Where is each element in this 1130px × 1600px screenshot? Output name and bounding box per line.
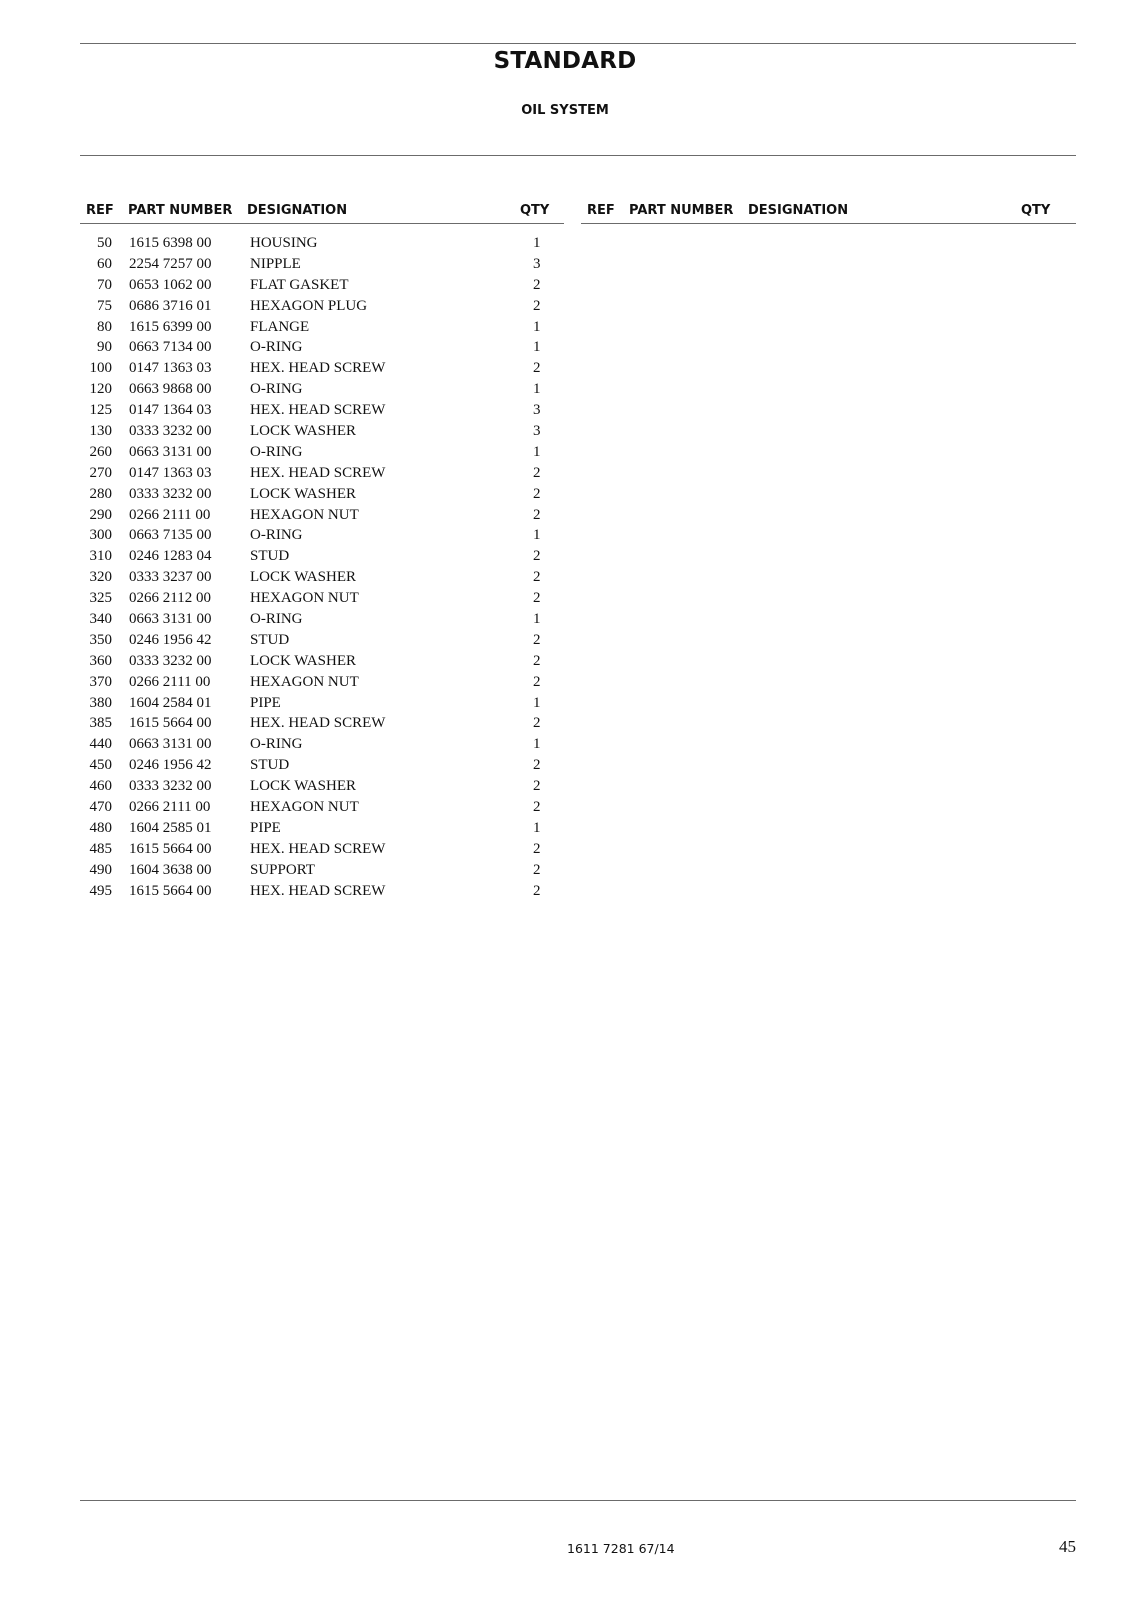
cell-ref: 50 (97, 235, 112, 251)
cell-qty: 1 (533, 611, 541, 628)
cell-qty: 2 (533, 778, 541, 795)
cell-part-number: 1615 5664 00 (129, 882, 212, 899)
cell-designation: HEXAGON NUT (250, 673, 359, 690)
cell-qty: 2 (533, 297, 541, 314)
cell-part-number: 1615 5664 00 (129, 840, 212, 857)
cell-ref: 125 (89, 402, 112, 419)
table-row (80, 465, 564, 486)
table-row (80, 569, 564, 590)
col-header-ref: REF (587, 203, 615, 218)
cell-ref: 340 (89, 611, 112, 628)
cell-part-number: 1604 2585 01 (129, 819, 212, 836)
table-row (80, 820, 564, 841)
cell-designation: LOCK WASHER (250, 652, 356, 669)
cell-qty: 2 (533, 548, 541, 565)
cell-qty: 1 (533, 736, 541, 753)
table-row (80, 319, 564, 340)
table-row (80, 339, 564, 360)
col-header-part-number: PART NUMBER (128, 203, 233, 218)
table-row (80, 653, 564, 674)
table-row (80, 778, 564, 799)
cell-part-number: 0663 9868 00 (129, 381, 212, 398)
cell-designation: HEXAGON NUT (250, 506, 359, 523)
cell-designation: SUPPORT (250, 861, 315, 878)
cell-part-number: 0663 3131 00 (129, 736, 212, 753)
cell-part-number: 1615 5664 00 (129, 715, 212, 732)
top-rule (80, 43, 1076, 44)
cell-ref: 310 (89, 548, 112, 565)
table-row (80, 883, 564, 904)
cell-ref: 300 (89, 527, 112, 544)
table-header (80, 203, 564, 224)
cell-ref: 470 (89, 799, 112, 816)
cell-qty: 3 (533, 402, 541, 419)
cell-ref: 385 (89, 715, 112, 732)
cell-qty: 1 (533, 443, 541, 460)
cell-ref: 460 (89, 778, 112, 795)
table-row (80, 360, 564, 381)
cell-part-number: 0333 3232 00 (129, 652, 212, 669)
cell-part-number: 0333 3237 00 (129, 569, 212, 586)
cell-ref: 495 (89, 882, 112, 899)
header-bottom-rule (80, 155, 1076, 156)
cell-ref: 370 (89, 673, 112, 690)
cell-ref: 450 (89, 757, 112, 774)
cell-ref: 60 (97, 255, 112, 272)
cell-designation: O-RING (250, 339, 303, 356)
cell-designation: HEX. HEAD SCREW (250, 840, 386, 857)
table-row (80, 841, 564, 862)
cell-part-number: 1615 6399 00 (129, 318, 212, 335)
cell-designation: LOCK WASHER (250, 485, 356, 502)
table-row (80, 548, 564, 569)
cell-qty: 2 (533, 569, 541, 586)
cell-part-number: 0147 1364 03 (129, 402, 212, 419)
cell-designation: STUD (250, 631, 290, 648)
cell-designation: HOUSING (250, 235, 318, 251)
cell-part-number: 0663 7134 00 (129, 339, 212, 356)
cell-ref: 360 (89, 652, 112, 669)
cell-qty: 2 (533, 360, 541, 377)
cell-ref: 350 (89, 631, 112, 648)
cell-part-number: 0333 3232 00 (129, 485, 212, 502)
cell-designation: HEX. HEAD SCREW (250, 402, 386, 419)
cell-part-number: 1615 6398 00 (129, 235, 212, 251)
col-header-qty: QTY (520, 203, 550, 218)
cell-ref: 75 (97, 297, 112, 314)
cell-part-number: 0246 1956 42 (129, 631, 212, 648)
cell-qty: 2 (533, 757, 541, 774)
cell-qty: 2 (533, 464, 541, 481)
table-row (80, 527, 564, 548)
cell-part-number: 0663 3131 00 (129, 611, 212, 628)
cell-designation: STUD (250, 757, 290, 774)
cell-part-number: 1604 2584 01 (129, 694, 212, 711)
cell-designation: O-RING (250, 736, 303, 753)
col-header-designation: DESIGNATION (247, 203, 348, 218)
cell-ref: 260 (89, 443, 112, 460)
table-row (80, 611, 564, 632)
cell-qty: 1 (533, 527, 541, 544)
table-row (80, 277, 564, 298)
cell-designation: LOCK WASHER (250, 569, 356, 586)
cell-designation: HEXAGON PLUG (250, 297, 368, 314)
cell-qty: 3 (533, 255, 541, 272)
table-row (80, 632, 564, 653)
cell-part-number: 0653 1062 00 (129, 276, 212, 293)
cell-part-number: 0246 1283 04 (129, 548, 212, 565)
cell-ref: 80 (97, 318, 112, 335)
cell-qty: 1 (533, 381, 541, 398)
cell-ref: 90 (97, 339, 112, 356)
cell-designation: HEX. HEAD SCREW (250, 464, 386, 481)
cell-part-number: 0266 2111 00 (129, 799, 211, 816)
table-row (80, 590, 564, 611)
footer-rule (80, 1500, 1076, 1501)
cell-designation: O-RING (250, 527, 303, 544)
table-row (80, 736, 564, 757)
parts-table-left (80, 203, 564, 904)
cell-qty: 2 (533, 276, 541, 293)
cell-part-number: 0686 3716 01 (129, 297, 212, 314)
cell-part-number: 2254 7257 00 (129, 255, 212, 272)
cell-part-number: 0147 1363 03 (129, 360, 212, 377)
cell-ref: 70 (97, 276, 112, 293)
table-row (80, 507, 564, 528)
table-row (80, 674, 564, 695)
cell-qty: 2 (533, 673, 541, 690)
table-row (80, 256, 564, 277)
cell-ref: 120 (89, 381, 112, 398)
cell-designation: O-RING (250, 443, 303, 460)
cell-part-number: 0663 7135 00 (129, 527, 212, 544)
cell-ref: 325 (89, 590, 112, 607)
cell-part-number: 0266 2111 00 (129, 673, 211, 690)
cell-qty: 2 (533, 715, 541, 732)
cell-designation: HEXAGON NUT (250, 590, 359, 607)
cell-qty: 2 (533, 652, 541, 669)
cell-ref: 270 (89, 464, 112, 481)
cell-qty: 2 (533, 882, 541, 899)
cell-qty: 1 (533, 339, 541, 356)
cell-qty: 2 (533, 506, 541, 523)
cell-qty: 1 (533, 318, 541, 335)
cell-part-number: 1604 3638 00 (129, 861, 212, 878)
cell-ref: 480 (89, 819, 112, 836)
cell-part-number: 0147 1363 03 (129, 464, 212, 481)
cell-designation: HEX. HEAD SCREW (250, 882, 386, 899)
cell-designation: FLANGE (250, 318, 310, 335)
table-row (80, 695, 564, 716)
cell-designation: PIPE (250, 819, 281, 836)
document-number: 1611 7281 67/14 (567, 1541, 675, 1556)
col-header-qty: QTY (1021, 203, 1051, 218)
cell-ref: 485 (89, 840, 112, 857)
table-row (80, 298, 564, 319)
cell-designation: LOCK WASHER (250, 778, 356, 795)
cell-ref: 100 (89, 360, 112, 377)
cell-designation: O-RING (250, 381, 303, 398)
table-row (80, 862, 564, 883)
cell-ref: 440 (89, 736, 112, 753)
table-row (80, 799, 564, 820)
cell-qty: 1 (533, 694, 541, 711)
cell-qty: 2 (533, 840, 541, 857)
table-row (80, 423, 564, 444)
cell-designation: HEX. HEAD SCREW (250, 715, 386, 732)
cell-ref: 280 (89, 485, 112, 502)
cell-designation: O-RING (250, 611, 303, 628)
table-row (80, 486, 564, 507)
cell-designation: PIPE (250, 694, 281, 711)
col-header-designation: DESIGNATION (748, 203, 849, 218)
cell-designation: NIPPLE (250, 255, 301, 272)
cell-part-number: 0266 2112 00 (129, 590, 211, 607)
cell-ref: 320 (89, 569, 112, 586)
cell-ref: 490 (89, 861, 112, 878)
cell-qty: 2 (533, 631, 541, 648)
page-number: 45 (1059, 1537, 1076, 1556)
cell-qty: 2 (533, 861, 541, 878)
cell-qty: 2 (533, 590, 541, 607)
cell-part-number: 0246 1956 42 (129, 757, 212, 774)
cell-part-number: 0266 2111 00 (129, 506, 211, 523)
table-row (80, 715, 564, 736)
cell-designation: LOCK WASHER (250, 423, 356, 440)
cell-qty: 3 (533, 423, 541, 440)
cell-ref: 290 (89, 506, 112, 523)
table-header (581, 203, 1076, 224)
table-row (80, 757, 564, 778)
col-header-part-number: PART NUMBER (629, 203, 734, 218)
table-body (80, 224, 564, 904)
table-row (80, 235, 564, 256)
cell-designation: FLAT GASKET (250, 276, 349, 293)
table-row (80, 444, 564, 465)
cell-qty: 2 (533, 799, 541, 816)
cell-designation: HEXAGON NUT (250, 799, 359, 816)
table-row (80, 402, 564, 423)
cell-designation: HEX. HEAD SCREW (250, 360, 386, 377)
section-subtitle: OIL SYSTEM (521, 103, 609, 118)
page-title: STANDARD (493, 48, 637, 74)
cell-qty: 2 (533, 485, 541, 502)
cell-ref: 130 (89, 423, 112, 440)
cell-part-number: 0333 3232 00 (129, 778, 212, 795)
table-row (80, 381, 564, 402)
cell-qty: 1 (533, 819, 541, 836)
parts-table-right (581, 203, 1076, 224)
cell-ref: 380 (89, 694, 112, 711)
cell-qty: 1 (533, 235, 541, 251)
col-header-ref: REF (86, 203, 114, 218)
cell-part-number: 0663 3131 00 (129, 443, 212, 460)
cell-designation: STUD (250, 548, 290, 565)
cell-part-number: 0333 3232 00 (129, 423, 212, 440)
